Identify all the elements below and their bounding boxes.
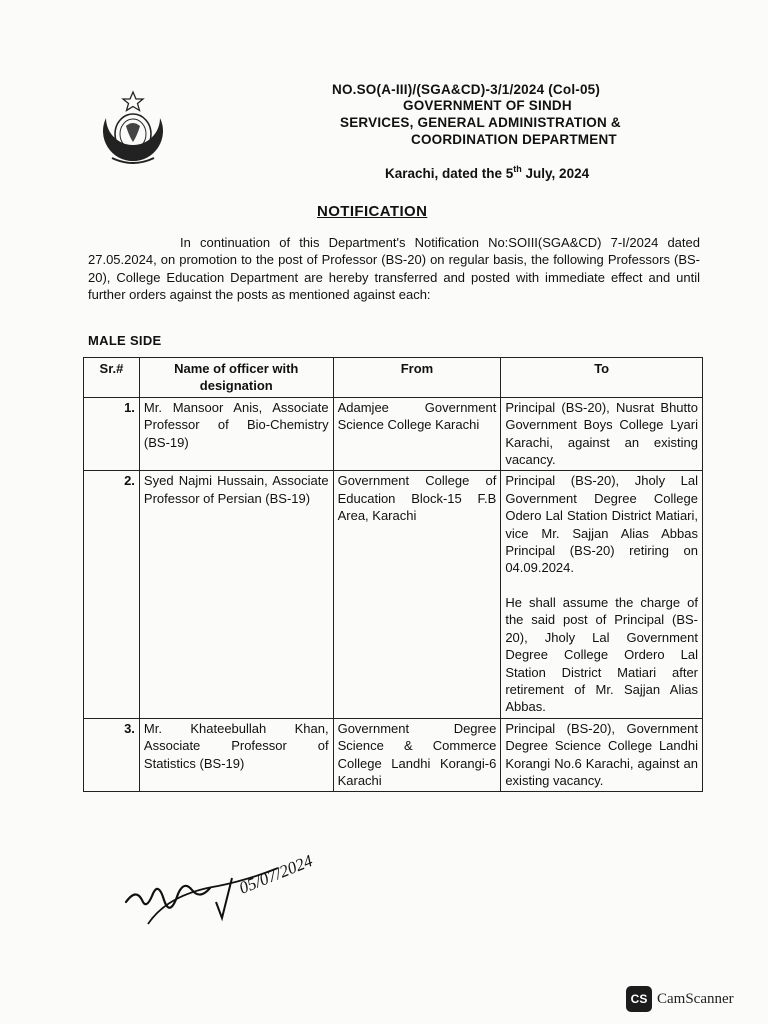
- government-name: GOVERNMENT OF SINDH: [403, 98, 572, 113]
- row-from: Adamjee Government Science College Karachi: [333, 397, 501, 471]
- date-prefix: Karachi, dated the 5: [385, 166, 514, 181]
- row-serial: 1.: [84, 397, 140, 471]
- row-serial: 2.: [84, 471, 140, 718]
- handwritten-signature: [118, 842, 358, 938]
- row-from: Government College of Education Block-15 F.B Area, Karachi: [333, 471, 501, 718]
- column-header-from: From: [333, 358, 501, 398]
- posting-table: [83, 357, 703, 792]
- issue-date: [385, 166, 589, 181]
- row-to: Principal (BS-20), Nusrat Bhutto Government Boys College Lyari Karachi, against an existing vacancy.: [501, 397, 703, 471]
- camscanner-watermark: [626, 986, 734, 1012]
- row-to-note: He shall assume the charge of the said post of Principal (BS-20), Jholy Lal Government Degree College Ordero Lal Station District Matiari after retirement of Mr. Sajjan Alias Abbas.: [505, 594, 698, 715]
- department-name-line2: COORDINATION DEPARTMENT: [411, 132, 617, 147]
- document-title: NOTIFICATION: [317, 203, 428, 220]
- body-paragraph: [88, 234, 700, 303]
- row-to: Principal (BS-20), Government Degree Science College Landhi Korangi No.6 Karachi, against an existing vacancy.: [501, 718, 703, 792]
- table-header-row: [84, 358, 703, 398]
- department-name-line1: SERVICES, GENERAL ADMINISTRATION &: [340, 115, 621, 130]
- row-to: Principal (BS-20), Jholy Lal Government Degree College Odero Lal Station District Matiari, vice Mr. Sajjan Alias Abbas Principal (BS-20) retiring on 04.09.2024.: [505, 473, 698, 576]
- row-officer-name: Syed Najmi Hussain, Associate Professor of Persian (BS-19): [139, 471, 333, 718]
- column-header-name: Name of officer with designation: [139, 358, 333, 398]
- camscanner-text: CamScanner: [657, 990, 734, 1007]
- reference-number: NO.SO(A-III)/(SGA&CD)-3/1/2024 (Col-05): [332, 82, 601, 97]
- row-from: Government Degree Science & Commerce College Landhi Korangi-6 Karachi: [333, 718, 501, 792]
- handwritten-date: 05/07/2024: [236, 851, 316, 898]
- table-row: [84, 397, 703, 471]
- row-officer-name: Mr. Khateebullah Khan, Associate Professor of Statistics (BS-19): [139, 718, 333, 792]
- camscanner-logo-icon: CS: [626, 986, 652, 1012]
- row-to-cell: [501, 471, 703, 718]
- row-serial: 3.: [84, 718, 140, 792]
- date-ordinal-suffix: th: [513, 164, 522, 174]
- column-header-sr: Sr.#: [84, 358, 140, 398]
- column-header-to: To: [501, 358, 703, 398]
- row-officer-name: Mr. Mansoor Anis, Associate Professor of Bio-Chemistry (BS-19): [139, 397, 333, 471]
- table-row: [84, 471, 703, 718]
- section-heading: MALE SIDE: [88, 333, 162, 348]
- body-paragraph-text: In continuation of this Department's Notification No:SOIII(SGA&CD) 7-I/2024 dated 27.05.2024, on promotion to the post of Professor (BS-20) on regular basis, the following Professors (BS-20), College Education Department are hereby transferred and posted with immediate effect and until further orders against the posts as mentioned against each:: [88, 235, 700, 302]
- table-row: [84, 718, 703, 792]
- date-rest: July, 2024: [521, 166, 590, 181]
- government-of-sindh-emblem-icon: [92, 88, 174, 170]
